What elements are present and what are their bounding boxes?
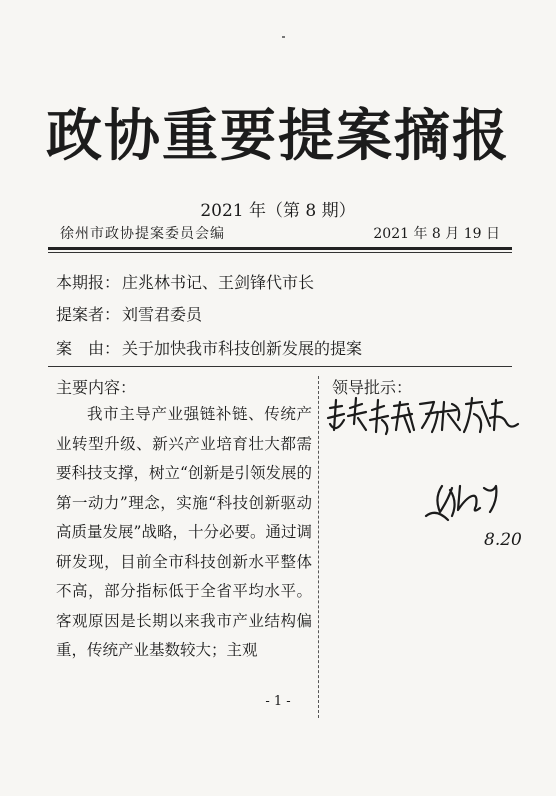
document-title: 政协重要提案摘报 bbox=[46, 103, 510, 169]
publication-date: 2021 年 8 月 19 日 bbox=[373, 226, 500, 242]
recipients-label: 本期报： bbox=[56, 273, 121, 292]
handwritten-stroke bbox=[490, 400, 518, 430]
handwritten-stroke bbox=[440, 402, 460, 430]
handwritten-stroke bbox=[370, 400, 388, 434]
handwritten-stroke bbox=[420, 402, 438, 432]
instructions-heading: 领导批示： bbox=[332, 378, 413, 397]
header-rule-thick bbox=[48, 247, 512, 250]
content-heading: 主要内容： bbox=[56, 378, 137, 397]
issue-number: 2021 年（第 8 期） bbox=[200, 201, 356, 221]
header-rule-thin bbox=[48, 252, 512, 253]
recipients-value: 庄兆林书记、王剑锋代市长 bbox=[122, 273, 315, 292]
publisher: 徐州市政协提案委员会编 bbox=[60, 226, 225, 242]
handwritten-stroke bbox=[328, 400, 344, 430]
signature-stroke bbox=[437, 486, 496, 516]
recipients-row bbox=[56, 270, 314, 293]
proposer-label: 提案者： bbox=[56, 305, 121, 324]
page-number: - 1 - bbox=[265, 694, 291, 709]
column-divider bbox=[318, 376, 319, 718]
content-body: 我市主导产业强链补链、传统产业转型升级、新兴产业培育壮大都需要科技支撑，树立“创新是引领发展的第一动力”理念，实施“科技创新驱动高质量发展”战略，十分必要。通过调研发现，目前全市科技创新水平整体不高，部分指标低于全省平均水平。客观原因是长期以来我市产业结构偏重，传统产业基数较大；主观 bbox=[56, 405, 312, 659]
speck-mark bbox=[282, 36, 285, 38]
handwritten-stroke bbox=[392, 402, 414, 432]
handwritten-stroke bbox=[464, 398, 490, 432]
proposer-row bbox=[56, 302, 202, 325]
subject-label: 案 由： bbox=[56, 339, 121, 358]
subject-value: 关于加快我市科技创新发展的提案 bbox=[122, 339, 363, 358]
handwritten-stroke bbox=[348, 398, 366, 430]
signature-stroke bbox=[426, 513, 448, 520]
section-rule bbox=[48, 366, 512, 367]
proposer-value: 刘雪君委员 bbox=[122, 305, 203, 324]
signature-date: 8.20 bbox=[484, 530, 522, 550]
subject-row bbox=[56, 336, 362, 359]
